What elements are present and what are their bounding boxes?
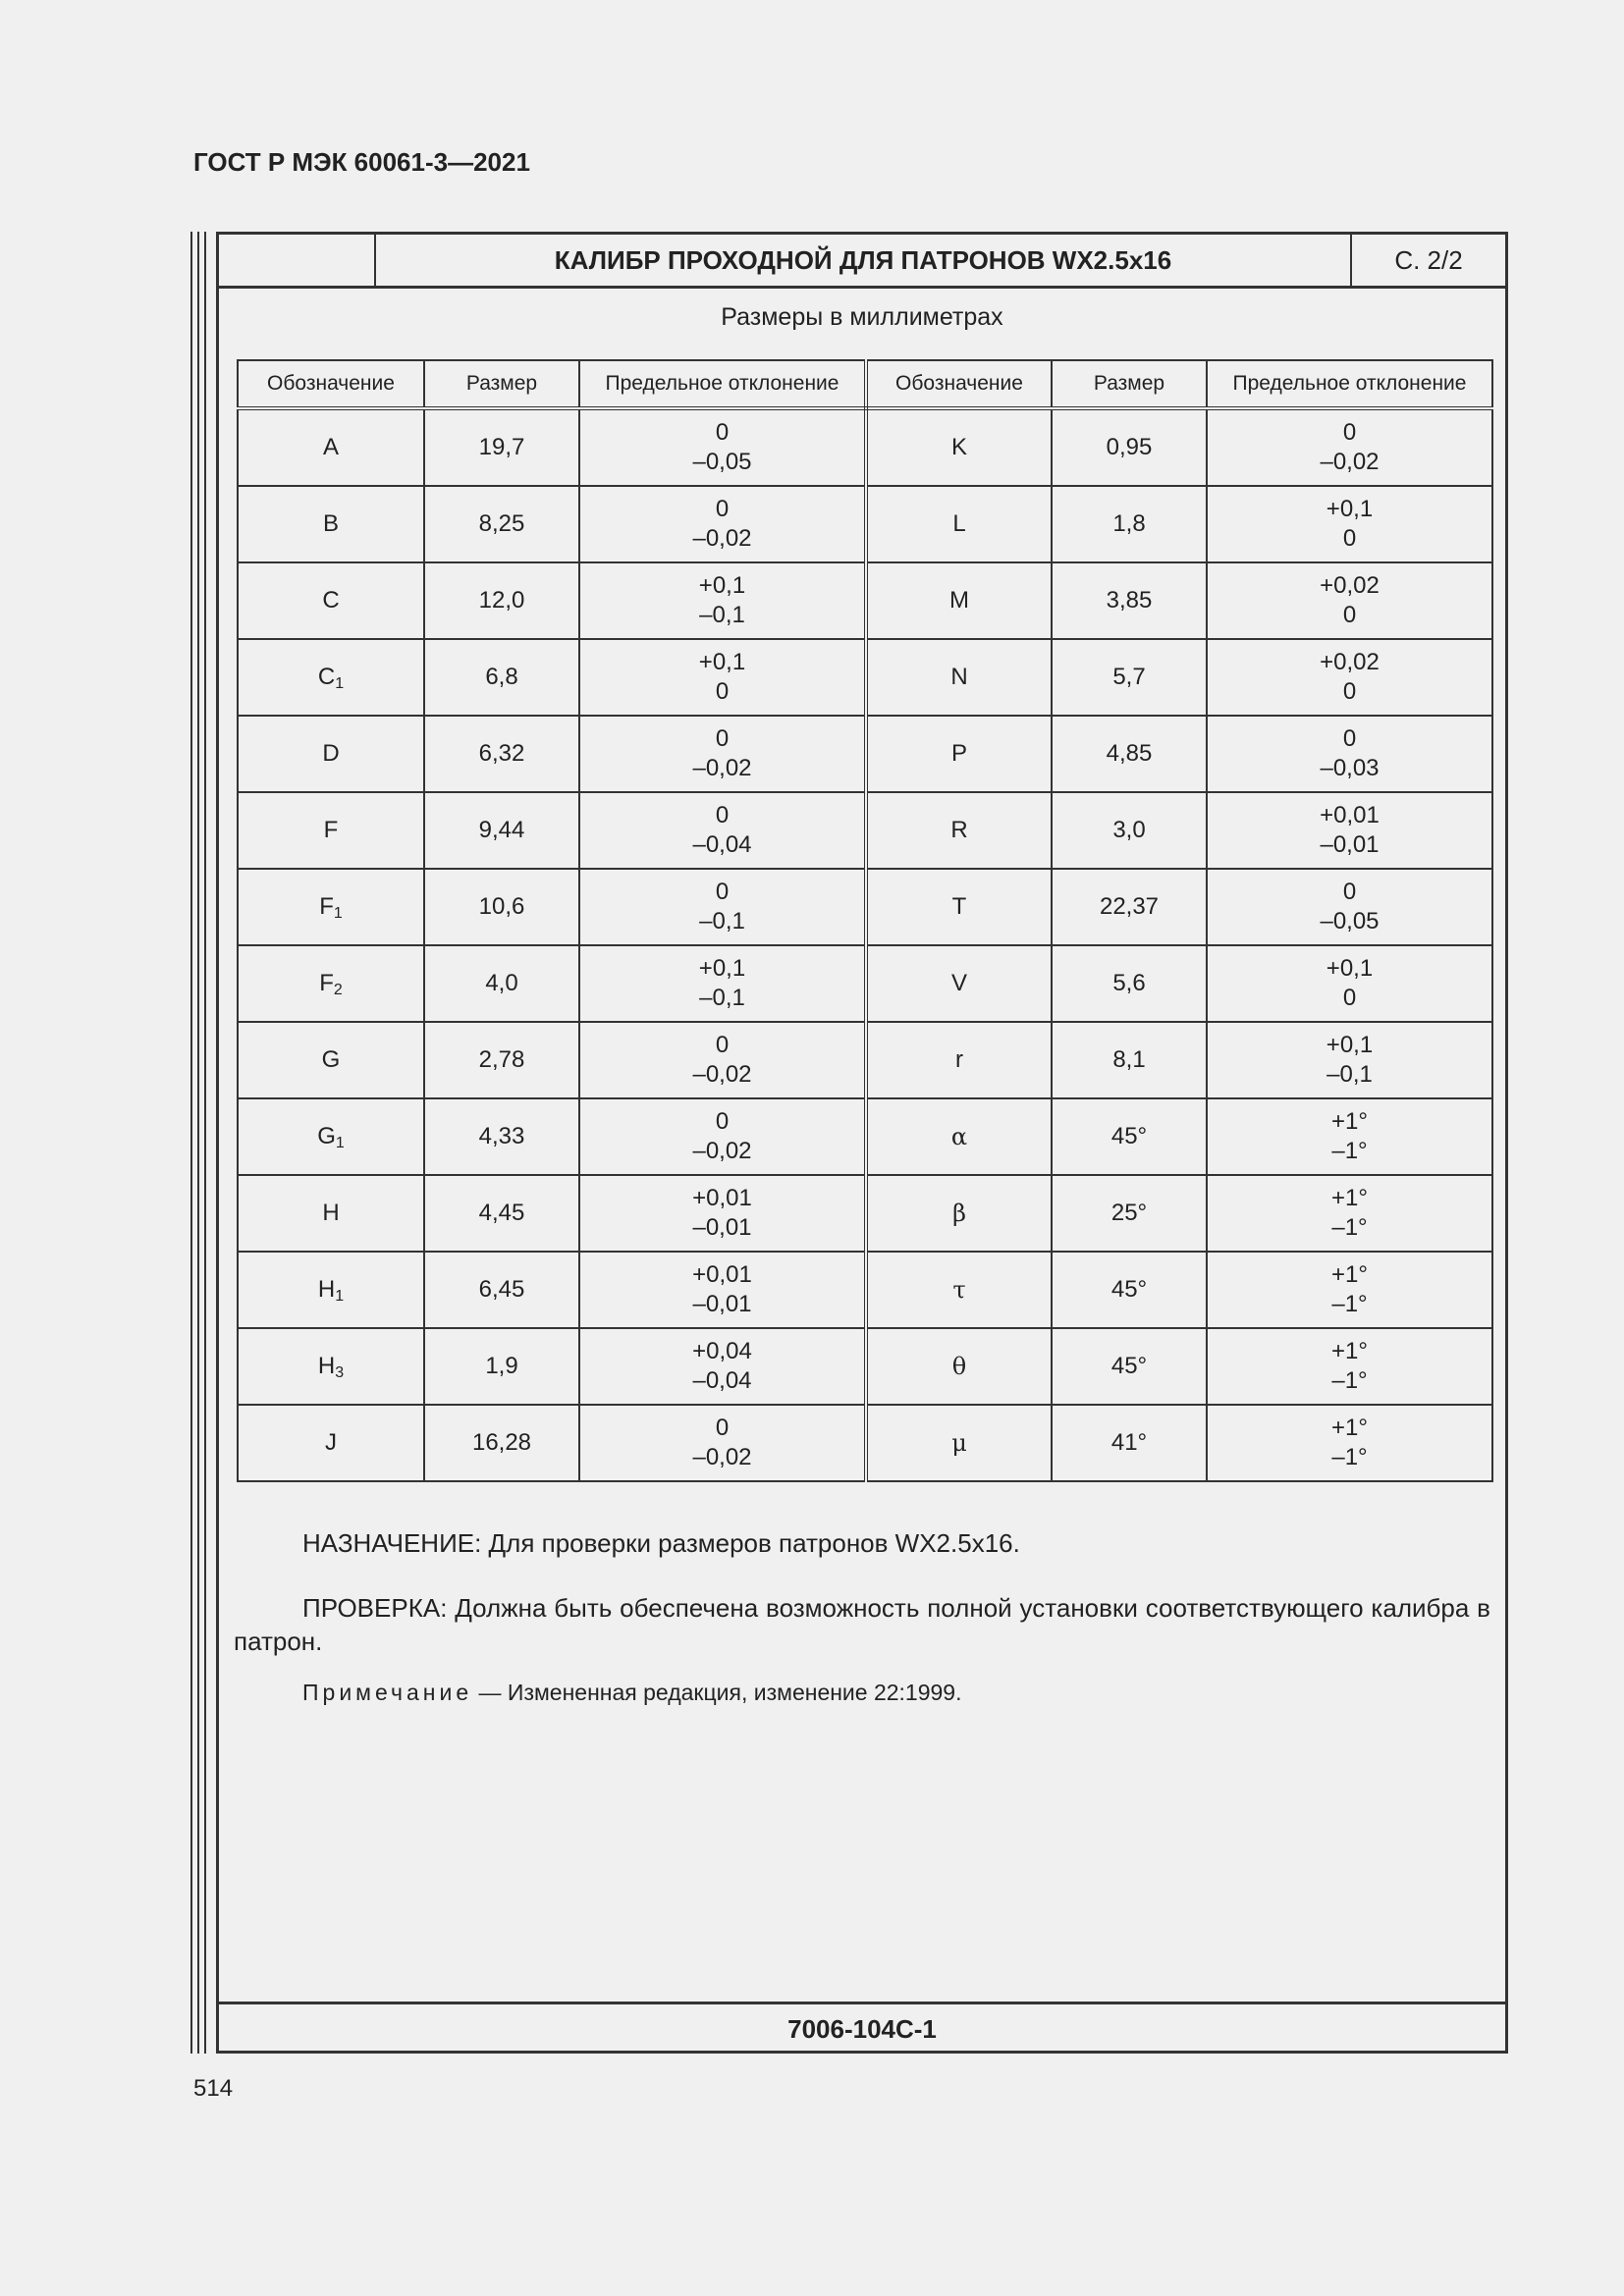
size-cell: 8,1: [1052, 1022, 1207, 1098]
designation-symbol: β: [952, 1199, 966, 1227]
document-header: ГОСТ Р МЭК 60061-3—2021: [193, 147, 530, 177]
size-cell: 8,25: [424, 486, 579, 562]
dimensions-table: [237, 359, 1493, 1482]
lower-deviation: –0,1: [1326, 1061, 1373, 1088]
designation-cell: [866, 792, 1052, 869]
designation-cell: [238, 792, 424, 869]
tolerance-cell: [1207, 408, 1492, 486]
designation-cell: [238, 716, 424, 792]
table-row: [238, 1328, 1492, 1405]
size-cell: 1,9: [424, 1328, 579, 1405]
lower-deviation: –0,02: [1320, 449, 1380, 475]
designation-cell: [866, 1175, 1052, 1252]
tolerance-cell: [579, 639, 866, 716]
size-cell: 9,44: [424, 792, 579, 869]
table-row: [238, 408, 1492, 486]
designation-symbol: D: [322, 740, 340, 767]
upper-deviation: +1°: [1331, 1261, 1368, 1288]
designation-cell: [238, 1405, 424, 1481]
lower-deviation: –0,01: [692, 1291, 752, 1317]
sheet-code: 7006-104С-1: [219, 2002, 1505, 2054]
lower-deviation: 0: [1342, 985, 1357, 1011]
size-cell: 5,6: [1052, 945, 1207, 1022]
upper-deviation: +1°: [1331, 1338, 1368, 1364]
upper-deviation: 0: [1342, 419, 1357, 446]
table-row: [238, 869, 1492, 945]
lower-deviation: –0,05: [1320, 908, 1380, 934]
designation-cell: [866, 1098, 1052, 1175]
designation-cell: [238, 869, 424, 945]
remark-text: — Измененная редакция, изменение 22:1999.: [472, 1680, 962, 1705]
designation-cell: [238, 1328, 424, 1405]
upper-deviation: +1°: [1331, 1185, 1368, 1211]
lower-deviation: –1°: [1331, 1138, 1368, 1164]
upper-deviation: 0: [715, 1415, 730, 1441]
designation-cell: [238, 1098, 424, 1175]
lower-deviation: –0,1: [699, 602, 745, 628]
table-row: [238, 1405, 1492, 1481]
tolerance-cell: [1207, 945, 1492, 1022]
designation-symbol: H: [317, 1353, 336, 1379]
designation-cell: [866, 562, 1052, 639]
designation-cell: [866, 945, 1052, 1022]
tolerance-cell: [579, 1328, 866, 1405]
lower-deviation: –0,01: [1320, 831, 1380, 858]
tolerance-cell: [1207, 639, 1492, 716]
tolerance-cell: [1207, 1098, 1492, 1175]
upper-deviation: 0: [715, 419, 730, 446]
remark-label: Примечание: [302, 1680, 473, 1705]
lower-deviation: –0,02: [692, 755, 752, 781]
lower-deviation: –0,04: [692, 1367, 752, 1394]
tolerance-cell: [1207, 1405, 1492, 1481]
designation-symbol: G: [321, 1046, 341, 1073]
designation-cell: [238, 639, 424, 716]
size-cell: 22,37: [1052, 869, 1207, 945]
tolerance-cell: [1207, 562, 1492, 639]
table-row: [238, 1175, 1492, 1252]
size-cell: 0,95: [1052, 408, 1207, 486]
designation-cell: [238, 945, 424, 1022]
upper-deviation: 0: [715, 496, 730, 522]
size-cell: 25°: [1052, 1175, 1207, 1252]
designation-symbol: P: [950, 740, 967, 767]
tolerance-cell: [579, 792, 866, 869]
col-header-tolerance: Предельное отклонение: [579, 360, 866, 408]
tolerance-cell: [579, 1022, 866, 1098]
lower-deviation: –0,02: [692, 1138, 752, 1164]
sheet-frame: [216, 232, 1508, 2054]
designation-symbol: A: [322, 434, 339, 460]
tolerance-cell: [579, 1175, 866, 1252]
tolerance-cell: [579, 716, 866, 792]
upper-deviation: +0,01: [692, 1185, 752, 1211]
size-cell: 6,45: [424, 1252, 579, 1328]
size-cell: 4,0: [424, 945, 579, 1022]
lower-deviation: –0,1: [699, 985, 745, 1011]
tolerance-cell: [579, 945, 866, 1022]
designation-cell: [866, 486, 1052, 562]
tolerance-cell: [579, 1252, 866, 1328]
table-row: [238, 1252, 1492, 1328]
designation-symbol: H: [317, 1276, 336, 1303]
lower-deviation: –1°: [1331, 1444, 1368, 1470]
upper-deviation: +0,01: [1320, 802, 1380, 828]
designation-symbol: N: [950, 664, 968, 690]
upper-deviation: 0: [1342, 879, 1357, 905]
lower-deviation: –1°: [1331, 1291, 1368, 1317]
designation-symbol: K: [950, 434, 967, 460]
designation-symbol: B: [322, 510, 339, 537]
designation-cell: [238, 562, 424, 639]
table-row: [238, 1098, 1492, 1175]
size-cell: 45°: [1052, 1252, 1207, 1328]
designation-cell: [866, 869, 1052, 945]
upper-deviation: +1°: [1331, 1108, 1368, 1135]
designation-symbol: θ: [951, 1352, 967, 1380]
upper-deviation: +0,1: [1326, 496, 1374, 522]
size-cell: 10,6: [424, 869, 579, 945]
purpose-paragraph: НАЗНАЧЕНИЕ: Для проверки размеров патронов WX2.5x16.: [302, 1528, 1020, 1558]
remark-paragraph: [234, 1676, 1490, 1709]
designation-symbol: F: [323, 817, 339, 843]
upper-deviation: +0,02: [1320, 572, 1380, 599]
designation-symbol: G: [317, 1123, 336, 1149]
title-block: [219, 235, 1505, 289]
page-number: 514: [193, 2075, 234, 2102]
table-row: [238, 716, 1492, 792]
upper-deviation: +0,1: [1326, 955, 1374, 982]
designation-cell: [866, 1405, 1052, 1481]
col-header-designation: Обозначение: [866, 360, 1052, 408]
tolerance-cell: [1207, 1328, 1492, 1405]
size-cell: 4,45: [424, 1175, 579, 1252]
designation-cell: [866, 1252, 1052, 1328]
lower-deviation: 0: [1342, 525, 1357, 552]
designation-cell: [866, 1328, 1052, 1405]
designation-subscript: 1: [335, 675, 345, 692]
table-row: [238, 639, 1492, 716]
tolerance-cell: [579, 486, 866, 562]
title-blank-cell: [219, 235, 376, 286]
designation-cell: [866, 1022, 1052, 1098]
upper-deviation: +0,1: [698, 649, 746, 675]
designation-cell: [238, 408, 424, 486]
upper-deviation: +0,1: [698, 955, 746, 982]
check-paragraph: ПРОВЕРКА: Должна быть обеспечена возможность полной установки соответствующего калибра в патрон.: [234, 1593, 1490, 1656]
designation-symbol: H: [322, 1200, 340, 1226]
col-header-tolerance: Предельное отклонение: [1207, 360, 1492, 408]
tolerance-cell: [1207, 792, 1492, 869]
designation-symbol: J: [325, 1429, 337, 1456]
tolerance-cell: [579, 1405, 866, 1481]
size-cell: 3,85: [1052, 562, 1207, 639]
size-cell: 6,32: [424, 716, 579, 792]
tolerance-cell: [579, 869, 866, 945]
designation-symbol: M: [949, 587, 969, 614]
designation-cell: [866, 408, 1052, 486]
table-row: [238, 562, 1492, 639]
units-caption: Размеры в миллиметрах: [721, 303, 1003, 331]
lower-deviation: –0,05: [692, 449, 752, 475]
size-cell: 4,33: [424, 1098, 579, 1175]
lower-deviation: 0: [1342, 602, 1357, 628]
binding-rule: [197, 232, 199, 2054]
sheet-title: КАЛИБР ПРОХОДНОЙ ДЛЯ ПАТРОНОВ WX2.5x16: [376, 235, 1352, 286]
tolerance-cell: [579, 1098, 866, 1175]
designation-symbol: μ: [951, 1428, 967, 1457]
size-cell: 4,85: [1052, 716, 1207, 792]
upper-deviation: 0: [715, 802, 730, 828]
designation-symbol: α: [950, 1122, 968, 1150]
tolerance-cell: [1207, 1022, 1492, 1098]
table-row: [238, 945, 1492, 1022]
lower-deviation: 0: [715, 678, 730, 705]
upper-deviation: 0: [715, 1108, 730, 1135]
lower-deviation: –0,02: [692, 1444, 752, 1470]
upper-deviation: 0: [1342, 725, 1357, 752]
tolerance-cell: [1207, 1175, 1492, 1252]
designation-symbol: T: [951, 893, 967, 920]
designation-symbol: F: [319, 893, 334, 920]
size-cell: 2,78: [424, 1022, 579, 1098]
binding-rule: [204, 232, 206, 2054]
col-header-designation: Обозначение: [238, 360, 424, 408]
designation-cell: [238, 1252, 424, 1328]
size-cell: 5,7: [1052, 639, 1207, 716]
size-cell: 3,0: [1052, 792, 1207, 869]
col-header-size: Размер: [424, 360, 579, 408]
table-row: [238, 486, 1492, 562]
upper-deviation: +0,01: [692, 1261, 752, 1288]
designation-cell: [238, 1175, 424, 1252]
tolerance-cell: [1207, 869, 1492, 945]
upper-deviation: +0,1: [698, 572, 746, 599]
tolerance-cell: [579, 562, 866, 639]
designation-symbol: F: [319, 970, 334, 996]
designation-cell: [866, 716, 1052, 792]
table-row: [238, 792, 1492, 869]
upper-deviation: +0,04: [692, 1338, 752, 1364]
size-cell: 41°: [1052, 1405, 1207, 1481]
designation-cell: [238, 1022, 424, 1098]
upper-deviation: +0,1: [1326, 1032, 1374, 1058]
upper-deviation: 0: [715, 879, 730, 905]
tolerance-cell: [1207, 486, 1492, 562]
upper-deviation: +0,02: [1320, 649, 1380, 675]
designation-symbol: R: [950, 817, 968, 843]
binding-rule: [190, 232, 192, 2054]
col-header-size: Размер: [1052, 360, 1207, 408]
lower-deviation: –0,1: [699, 908, 745, 934]
lower-deviation: –0,03: [1320, 755, 1380, 781]
designation-symbol: C: [322, 587, 340, 614]
designation-subscript: 1: [335, 1288, 345, 1305]
designation-cell: [866, 639, 1052, 716]
lower-deviation: –1°: [1331, 1214, 1368, 1241]
designation-symbol: V: [950, 970, 967, 996]
lower-deviation: –0,04: [692, 831, 752, 858]
designation-symbol: τ: [952, 1275, 966, 1304]
size-cell: 45°: [1052, 1098, 1207, 1175]
designation-subscript: 2: [333, 982, 343, 998]
upper-deviation: 0: [715, 1032, 730, 1058]
tolerance-cell: [579, 408, 866, 486]
size-cell: 6,8: [424, 639, 579, 716]
lower-deviation: –0,02: [692, 525, 752, 552]
lower-deviation: –1°: [1331, 1367, 1368, 1394]
size-cell: 16,28: [424, 1405, 579, 1481]
designation-cell: [238, 486, 424, 562]
lower-deviation: 0: [1342, 678, 1357, 705]
tolerance-cell: [1207, 716, 1492, 792]
designation-symbol: L: [952, 510, 966, 537]
tolerance-cell: [1207, 1252, 1492, 1328]
size-cell: 12,0: [424, 562, 579, 639]
sheet-page: С. 2/2: [1394, 244, 1463, 275]
upper-deviation: +1°: [1331, 1415, 1368, 1441]
table-body: [238, 408, 1492, 1481]
table-row: [238, 1022, 1492, 1098]
table-header-row: [238, 360, 1492, 408]
size-cell: 19,7: [424, 408, 579, 486]
designation-subscript: 3: [335, 1364, 345, 1381]
upper-deviation: 0: [715, 725, 730, 752]
designation-symbol: r: [955, 1046, 963, 1073]
size-cell: 45°: [1052, 1328, 1207, 1405]
size-cell: 1,8: [1052, 486, 1207, 562]
designation-subscript: 1: [335, 1135, 345, 1151]
designation-symbol: C: [317, 664, 336, 690]
designation-subscript: 1: [333, 905, 343, 922]
lower-deviation: –0,01: [692, 1214, 752, 1241]
lower-deviation: –0,02: [692, 1061, 752, 1088]
